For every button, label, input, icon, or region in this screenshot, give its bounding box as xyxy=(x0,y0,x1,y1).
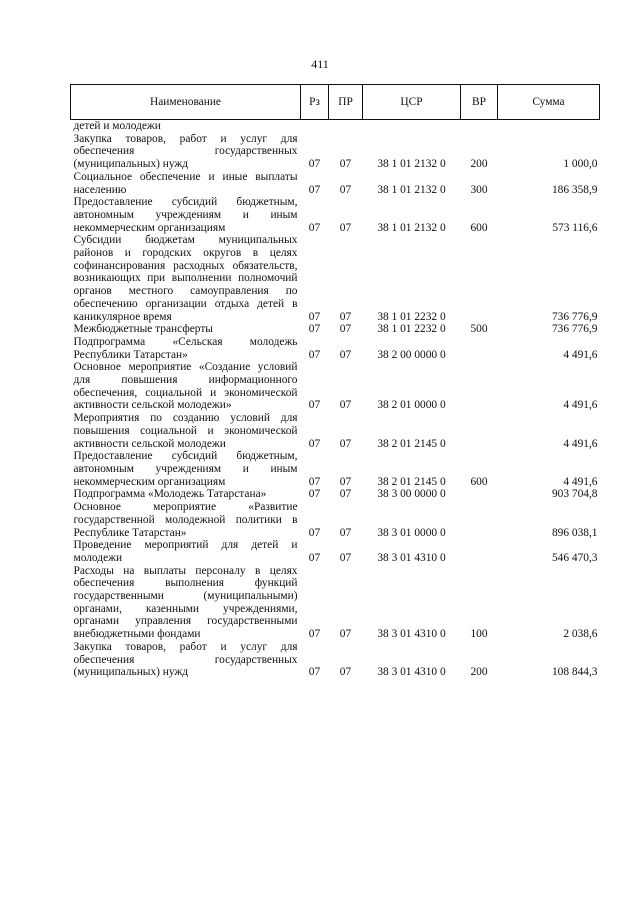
row-sum: 4 491,6 xyxy=(563,437,598,450)
row-sum: 546 470,3 xyxy=(551,551,598,564)
table-row xyxy=(71,450,600,488)
row-pr: 07 xyxy=(339,628,352,641)
row-rz: 07 xyxy=(308,348,321,361)
row-pr: 07 xyxy=(339,488,352,501)
row-name: Основное мероприятие «Развитие государственной молодежной политики в Республике Татарстан» xyxy=(73,501,298,539)
row-rz: 07 xyxy=(308,310,321,323)
header-sum: Сумма xyxy=(498,85,600,120)
row-rz: 07 xyxy=(308,158,321,171)
row-pr: 07 xyxy=(339,348,352,361)
table-row xyxy=(71,565,600,641)
row-pr: 07 xyxy=(339,323,352,336)
row-sum: 4 491,6 xyxy=(563,399,598,412)
row-pr: 07 xyxy=(339,158,352,171)
row-rz: 07 xyxy=(308,628,321,641)
header-rz: Рз xyxy=(301,85,329,120)
row-sum: 108 844,3 xyxy=(551,666,598,679)
row-vr xyxy=(461,234,498,323)
row-name: Предоставление субсидий бюджетным, автономным учреждениям и иным некоммерческим организациям xyxy=(73,450,298,488)
row-pr: 07 xyxy=(339,475,352,488)
row-pr xyxy=(329,120,363,133)
row-sum: 573 116,6 xyxy=(552,221,598,234)
table-row xyxy=(71,641,600,679)
row-rz: 07 xyxy=(308,437,321,450)
row-rz: 07 xyxy=(308,399,321,412)
row-vr: 100 xyxy=(470,628,488,641)
row-pr: 07 xyxy=(339,310,352,323)
row-vr: 600 xyxy=(470,475,488,488)
table-body xyxy=(71,120,600,679)
row-name: Социальное обеспечение и иные выплаты населению xyxy=(73,170,298,196)
row-rz: 07 xyxy=(308,323,321,336)
row-name: Мероприятия по созданию условий для повышения социальной и экономической активности сельской молодежи xyxy=(73,412,298,450)
row-name: Подпрограмма «Молодежь Татарстана» xyxy=(73,488,267,501)
row-sum: 1 000,0 xyxy=(563,158,598,171)
table-row xyxy=(71,336,600,361)
row-rz: 07 xyxy=(308,183,321,196)
row-vr xyxy=(461,488,498,501)
row-vr: 200 xyxy=(470,666,488,679)
header-name: Наименование xyxy=(71,85,301,120)
row-pr: 07 xyxy=(339,437,352,450)
table-row xyxy=(71,412,600,450)
row-csr xyxy=(363,120,461,133)
table-row xyxy=(71,501,600,539)
table-row xyxy=(71,196,600,234)
row-vr xyxy=(461,539,498,564)
row-rz: 07 xyxy=(308,475,321,488)
row-sum: 736 776,9 xyxy=(551,323,598,336)
table-row xyxy=(71,361,600,412)
row-vr: 300 xyxy=(470,183,488,196)
row-sum xyxy=(498,120,600,133)
row-name: Расходы на выплаты персоналу в целях обеспечения выполнения функций государственными (муниципальными) органами, казенными учреждениями, органами управления государственными внебюджетными фондами xyxy=(73,564,298,641)
row-sum: 896 038,1 xyxy=(551,526,598,539)
row-vr xyxy=(461,120,498,133)
row-name: Закупка товаров, работ и услуг для обеспечения государственных (муниципальных) нужд xyxy=(73,132,298,171)
row-sum: 186 358,9 xyxy=(551,183,598,196)
table-row xyxy=(71,488,600,501)
row-sum: 2 038,6 xyxy=(563,628,598,641)
row-name: Закупка товаров, работ и услуг для обеспечения государственных (муниципальных) нужд xyxy=(73,640,298,679)
row-csr: 38 1 01 2132 0 xyxy=(377,221,446,234)
row-sum: 736 776,9 xyxy=(551,310,598,323)
row-rz: 07 xyxy=(308,666,321,679)
row-sum: 903 704,8 xyxy=(551,488,598,501)
row-csr: 38 2 01 2145 0 xyxy=(377,437,446,450)
row-name: Межбюджетные трансферты xyxy=(73,323,213,336)
row-csr: 38 3 00 0000 0 xyxy=(377,488,446,501)
row-vr xyxy=(461,412,498,450)
row-pr: 07 xyxy=(339,183,352,196)
row-name: Подпрограмма «Сельская молодежь Республики Татарстан» xyxy=(73,335,298,361)
row-name: детей и молодежи xyxy=(73,120,161,132)
row-csr: 38 2 01 2145 0 xyxy=(377,475,446,488)
row-pr: 07 xyxy=(339,551,352,564)
row-vr: 600 xyxy=(470,221,488,234)
table-row xyxy=(71,133,600,171)
row-name: Основное мероприятие «Создание условий для повышения информационного обеспечения, социальной и экономической активности сельской молодежи» xyxy=(73,361,298,412)
page-number: 411 xyxy=(311,57,329,71)
row-rz: 07 xyxy=(308,221,321,234)
row-vr: 200 xyxy=(470,158,488,171)
table-row xyxy=(71,539,600,564)
row-name: Проведение мероприятий для детей и молодежи xyxy=(73,539,298,564)
header-pr: ПР xyxy=(329,85,363,120)
table-row xyxy=(71,120,600,133)
row-csr: 38 1 01 2132 0 xyxy=(377,183,446,196)
row-vr: 500 xyxy=(470,323,488,336)
row-rz: 07 xyxy=(308,551,321,564)
row-pr: 07 xyxy=(339,221,352,234)
row-csr: 38 1 01 2232 0 xyxy=(377,323,446,336)
row-rz: 07 xyxy=(308,526,321,539)
table-row xyxy=(71,323,600,336)
header-vr: ВР xyxy=(461,85,498,120)
row-pr: 07 xyxy=(339,399,352,412)
row-name: Субсидии бюджетам муниципальных районов и городских округов в целях софинансирования расходных обязательств, возникающих при выполнении полномочий органов местного самоуправления по обеспечению организации отдыха детей в каникулярное время xyxy=(73,234,298,323)
row-pr: 07 xyxy=(339,526,352,539)
row-csr: 38 3 01 4310 0 xyxy=(377,551,446,564)
row-vr xyxy=(461,361,498,412)
row-csr: 38 2 01 0000 0 xyxy=(377,399,446,412)
row-sum: 4 491,6 xyxy=(563,475,598,488)
row-csr: 38 3 01 4310 0 xyxy=(377,628,446,641)
row-csr: 38 2 00 0000 0 xyxy=(377,348,446,361)
row-vr xyxy=(461,501,498,539)
header-csr: ЦСР xyxy=(363,85,461,120)
table-header xyxy=(71,85,600,120)
row-name: Предоставление субсидий бюджетным, автономным учреждениям и иным некоммерческим организациям xyxy=(73,196,298,234)
table-row xyxy=(71,234,600,323)
row-csr: 38 1 01 2132 0 xyxy=(377,158,446,171)
table-row xyxy=(71,171,600,196)
row-csr: 38 3 01 4310 0 xyxy=(377,666,446,679)
row-rz xyxy=(301,120,329,133)
budget-table xyxy=(70,84,600,679)
row-pr: 07 xyxy=(339,666,352,679)
row-csr: 38 1 01 2232 0 xyxy=(377,310,446,323)
row-sum: 4 491,6 xyxy=(563,348,598,361)
row-csr: 38 3 01 0000 0 xyxy=(377,526,446,539)
row-vr xyxy=(461,336,498,361)
row-rz: 07 xyxy=(308,488,321,501)
